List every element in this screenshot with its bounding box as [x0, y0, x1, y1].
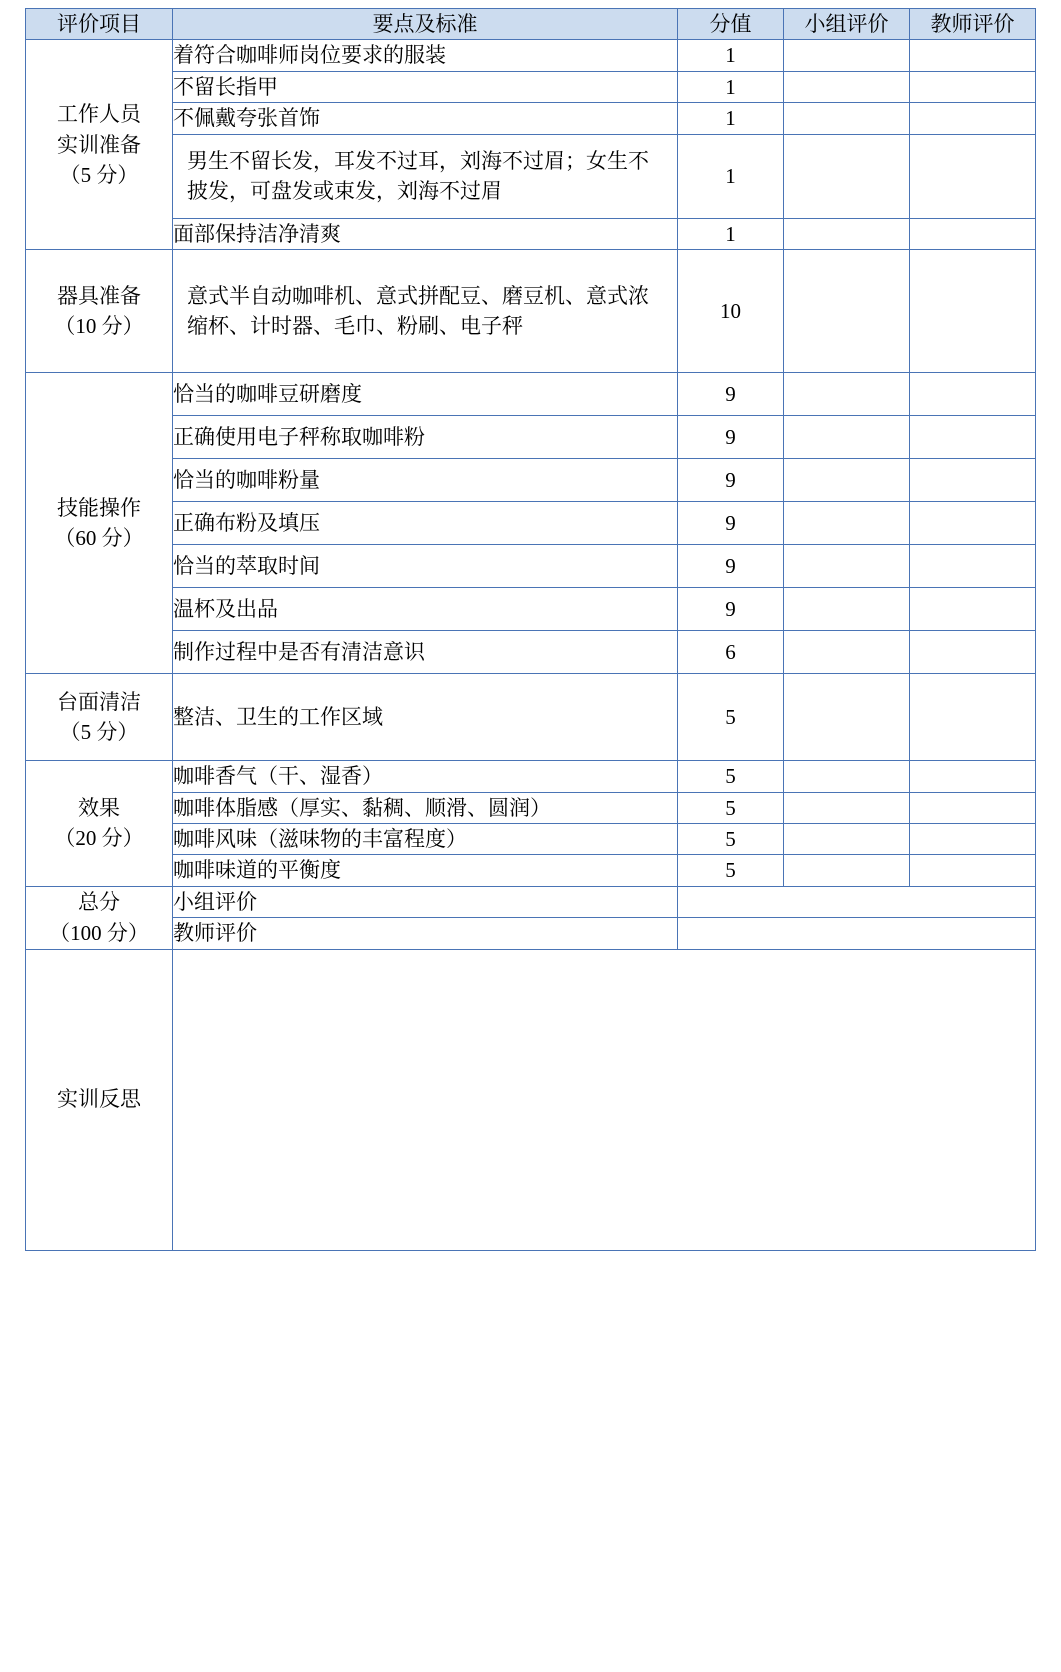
criterion-text: 咖啡体脂感（厚实、黏稠、顺滑、圆润） [173, 792, 678, 823]
criterion-score: 9 [678, 502, 784, 545]
table-row [26, 416, 1036, 459]
total-label [26, 886, 173, 949]
teacher-score-cell[interactable] [910, 373, 1036, 416]
teacher-score-cell[interactable] [910, 502, 1036, 545]
table-row [26, 40, 1036, 71]
group-score-cell[interactable] [784, 40, 910, 71]
criterion-score: 1 [678, 218, 784, 249]
group-score-cell[interactable] [784, 250, 910, 373]
total-label-line1: 总分 [78, 890, 120, 915]
criterion-score: 6 [678, 631, 784, 674]
category-equipment-prep [26, 250, 173, 373]
criterion-score: 1 [678, 103, 784, 134]
criterion-score: 1 [678, 71, 784, 102]
criterion-text: 整洁、卫生的工作区域 [173, 674, 678, 761]
group-score-cell[interactable] [784, 792, 910, 823]
table-row [26, 792, 1036, 823]
category-label-line2: （60 分） [54, 526, 144, 551]
table-row [26, 761, 1036, 792]
criterion-text: 制作过程中是否有清洁意识 [173, 631, 678, 674]
category-label-line1: 台面清洁 [57, 689, 141, 714]
group-score-cell[interactable] [784, 855, 910, 886]
teacher-score-cell[interactable] [910, 134, 1036, 218]
table-row [26, 218, 1036, 249]
criterion-text: 不佩戴夸张首饰 [173, 103, 678, 134]
table-row [26, 373, 1036, 416]
criterion-score: 9 [678, 459, 784, 502]
teacher-score-cell[interactable] [910, 761, 1036, 792]
table-row [26, 459, 1036, 502]
table-row [26, 250, 1036, 373]
header-group: 小组评价 [784, 9, 910, 40]
header-value: 分值 [678, 9, 784, 40]
criterion-score: 10 [678, 250, 784, 373]
teacher-score-cell[interactable] [910, 40, 1036, 71]
category-label-line3: （5 分） [59, 162, 139, 187]
table-row [26, 918, 1036, 949]
category-staff-prep [26, 40, 173, 250]
criterion-score: 5 [678, 674, 784, 761]
table-row [26, 823, 1036, 854]
group-score-cell[interactable] [784, 545, 910, 588]
category-label-line1: 技能操作 [57, 495, 141, 520]
table-row [26, 588, 1036, 631]
teacher-score-cell[interactable] [910, 250, 1036, 373]
criterion-score: 5 [678, 761, 784, 792]
criterion-text: 正确布粉及填压 [173, 502, 678, 545]
criterion-text: 不留长指甲 [173, 71, 678, 102]
group-score-cell[interactable] [784, 459, 910, 502]
teacher-score-cell[interactable] [910, 218, 1036, 249]
group-score-cell[interactable] [784, 761, 910, 792]
category-label-line2: （5 分） [59, 720, 139, 745]
total-group-value[interactable] [678, 886, 1036, 917]
teacher-score-cell[interactable] [910, 631, 1036, 674]
criterion-score: 5 [678, 823, 784, 854]
criterion-score: 1 [678, 134, 784, 218]
category-effect [26, 761, 173, 887]
category-label-line1: 器具准备 [57, 283, 141, 308]
total-label-line2: （100 分） [49, 920, 149, 945]
group-score-cell[interactable] [784, 218, 910, 249]
group-score-cell[interactable] [784, 103, 910, 134]
evaluation-table [25, 8, 1036, 1251]
criterion-text: 男生不留长发，耳发不过耳，刘海不过眉；女生不披发，可盘发或束发，刘海不过眉 [173, 134, 678, 218]
criterion-text: 咖啡风味（滋味物的丰富程度） [173, 823, 678, 854]
header-points: 要点及标准 [173, 9, 678, 40]
teacher-score-cell[interactable] [910, 416, 1036, 459]
group-score-cell[interactable] [784, 373, 910, 416]
criterion-score: 9 [678, 416, 784, 459]
group-score-cell[interactable] [784, 631, 910, 674]
criterion-score: 9 [678, 373, 784, 416]
criterion-score: 9 [678, 588, 784, 631]
table-header-row [26, 9, 1036, 40]
group-score-cell[interactable] [784, 588, 910, 631]
table-row [26, 949, 1036, 1250]
criterion-text: 着符合咖啡师岗位要求的服装 [173, 40, 678, 71]
category-label-line2: 实训准备 [57, 132, 141, 157]
criterion-text: 恰当的咖啡粉量 [173, 459, 678, 502]
total-group-label: 小组评价 [173, 886, 678, 917]
teacher-score-cell[interactable] [910, 545, 1036, 588]
total-teacher-value[interactable] [678, 918, 1036, 949]
criterion-text: 咖啡味道的平衡度 [173, 855, 678, 886]
table-row [26, 71, 1036, 102]
group-score-cell[interactable] [784, 134, 910, 218]
criterion-text: 咖啡香气（干、湿香） [173, 761, 678, 792]
table-row [26, 545, 1036, 588]
category-label-line1: 效果 [78, 796, 120, 820]
reflection-value[interactable] [173, 949, 1036, 1250]
criterion-text: 温杯及出品 [173, 588, 678, 631]
criterion-text: 恰当的咖啡豆研磨度 [173, 373, 678, 416]
criterion-score: 9 [678, 545, 784, 588]
table-row [26, 103, 1036, 134]
criterion-text: 面部保持洁净清爽 [173, 218, 678, 249]
teacher-score-cell[interactable] [910, 459, 1036, 502]
group-score-cell[interactable] [784, 823, 910, 854]
table-row [26, 502, 1036, 545]
group-score-cell[interactable] [784, 502, 910, 545]
category-skill-operation [26, 373, 173, 674]
table-row [26, 886, 1036, 917]
criterion-text: 恰当的萃取时间 [173, 545, 678, 588]
criterion-text: 意式半自动咖啡机、意式拼配豆、磨豆机、意式浓缩杯、计时器、毛巾、粉刷、电子秤 [173, 250, 678, 373]
category-label-line2: （20 分） [54, 826, 144, 851]
teacher-score-cell[interactable] [910, 855, 1036, 886]
criterion-score: 1 [678, 40, 784, 71]
teacher-score-cell[interactable] [910, 103, 1036, 134]
category-counter-clean [26, 674, 173, 761]
category-label-line1: 工作人员 [57, 102, 141, 127]
table-row [26, 855, 1036, 886]
teacher-score-cell[interactable] [910, 823, 1036, 854]
group-score-cell[interactable] [784, 416, 910, 459]
table-row [26, 674, 1036, 761]
table-row [26, 631, 1036, 674]
header-teacher: 教师评价 [910, 9, 1036, 40]
teacher-score-cell[interactable] [910, 674, 1036, 761]
criterion-text: 正确使用电子秤称取咖啡粉 [173, 416, 678, 459]
teacher-score-cell[interactable] [910, 71, 1036, 102]
teacher-score-cell[interactable] [910, 588, 1036, 631]
header-item: 评价项目 [26, 9, 173, 40]
table-row [26, 134, 1036, 218]
criterion-score: 5 [678, 855, 784, 886]
group-score-cell[interactable] [784, 71, 910, 102]
teacher-score-cell[interactable] [910, 792, 1036, 823]
criterion-score: 5 [678, 792, 784, 823]
reflection-label: 实训反思 [26, 949, 173, 1250]
total-teacher-label: 教师评价 [173, 918, 678, 949]
group-score-cell[interactable] [784, 674, 910, 761]
category-label-line2: （10 分） [54, 314, 144, 339]
